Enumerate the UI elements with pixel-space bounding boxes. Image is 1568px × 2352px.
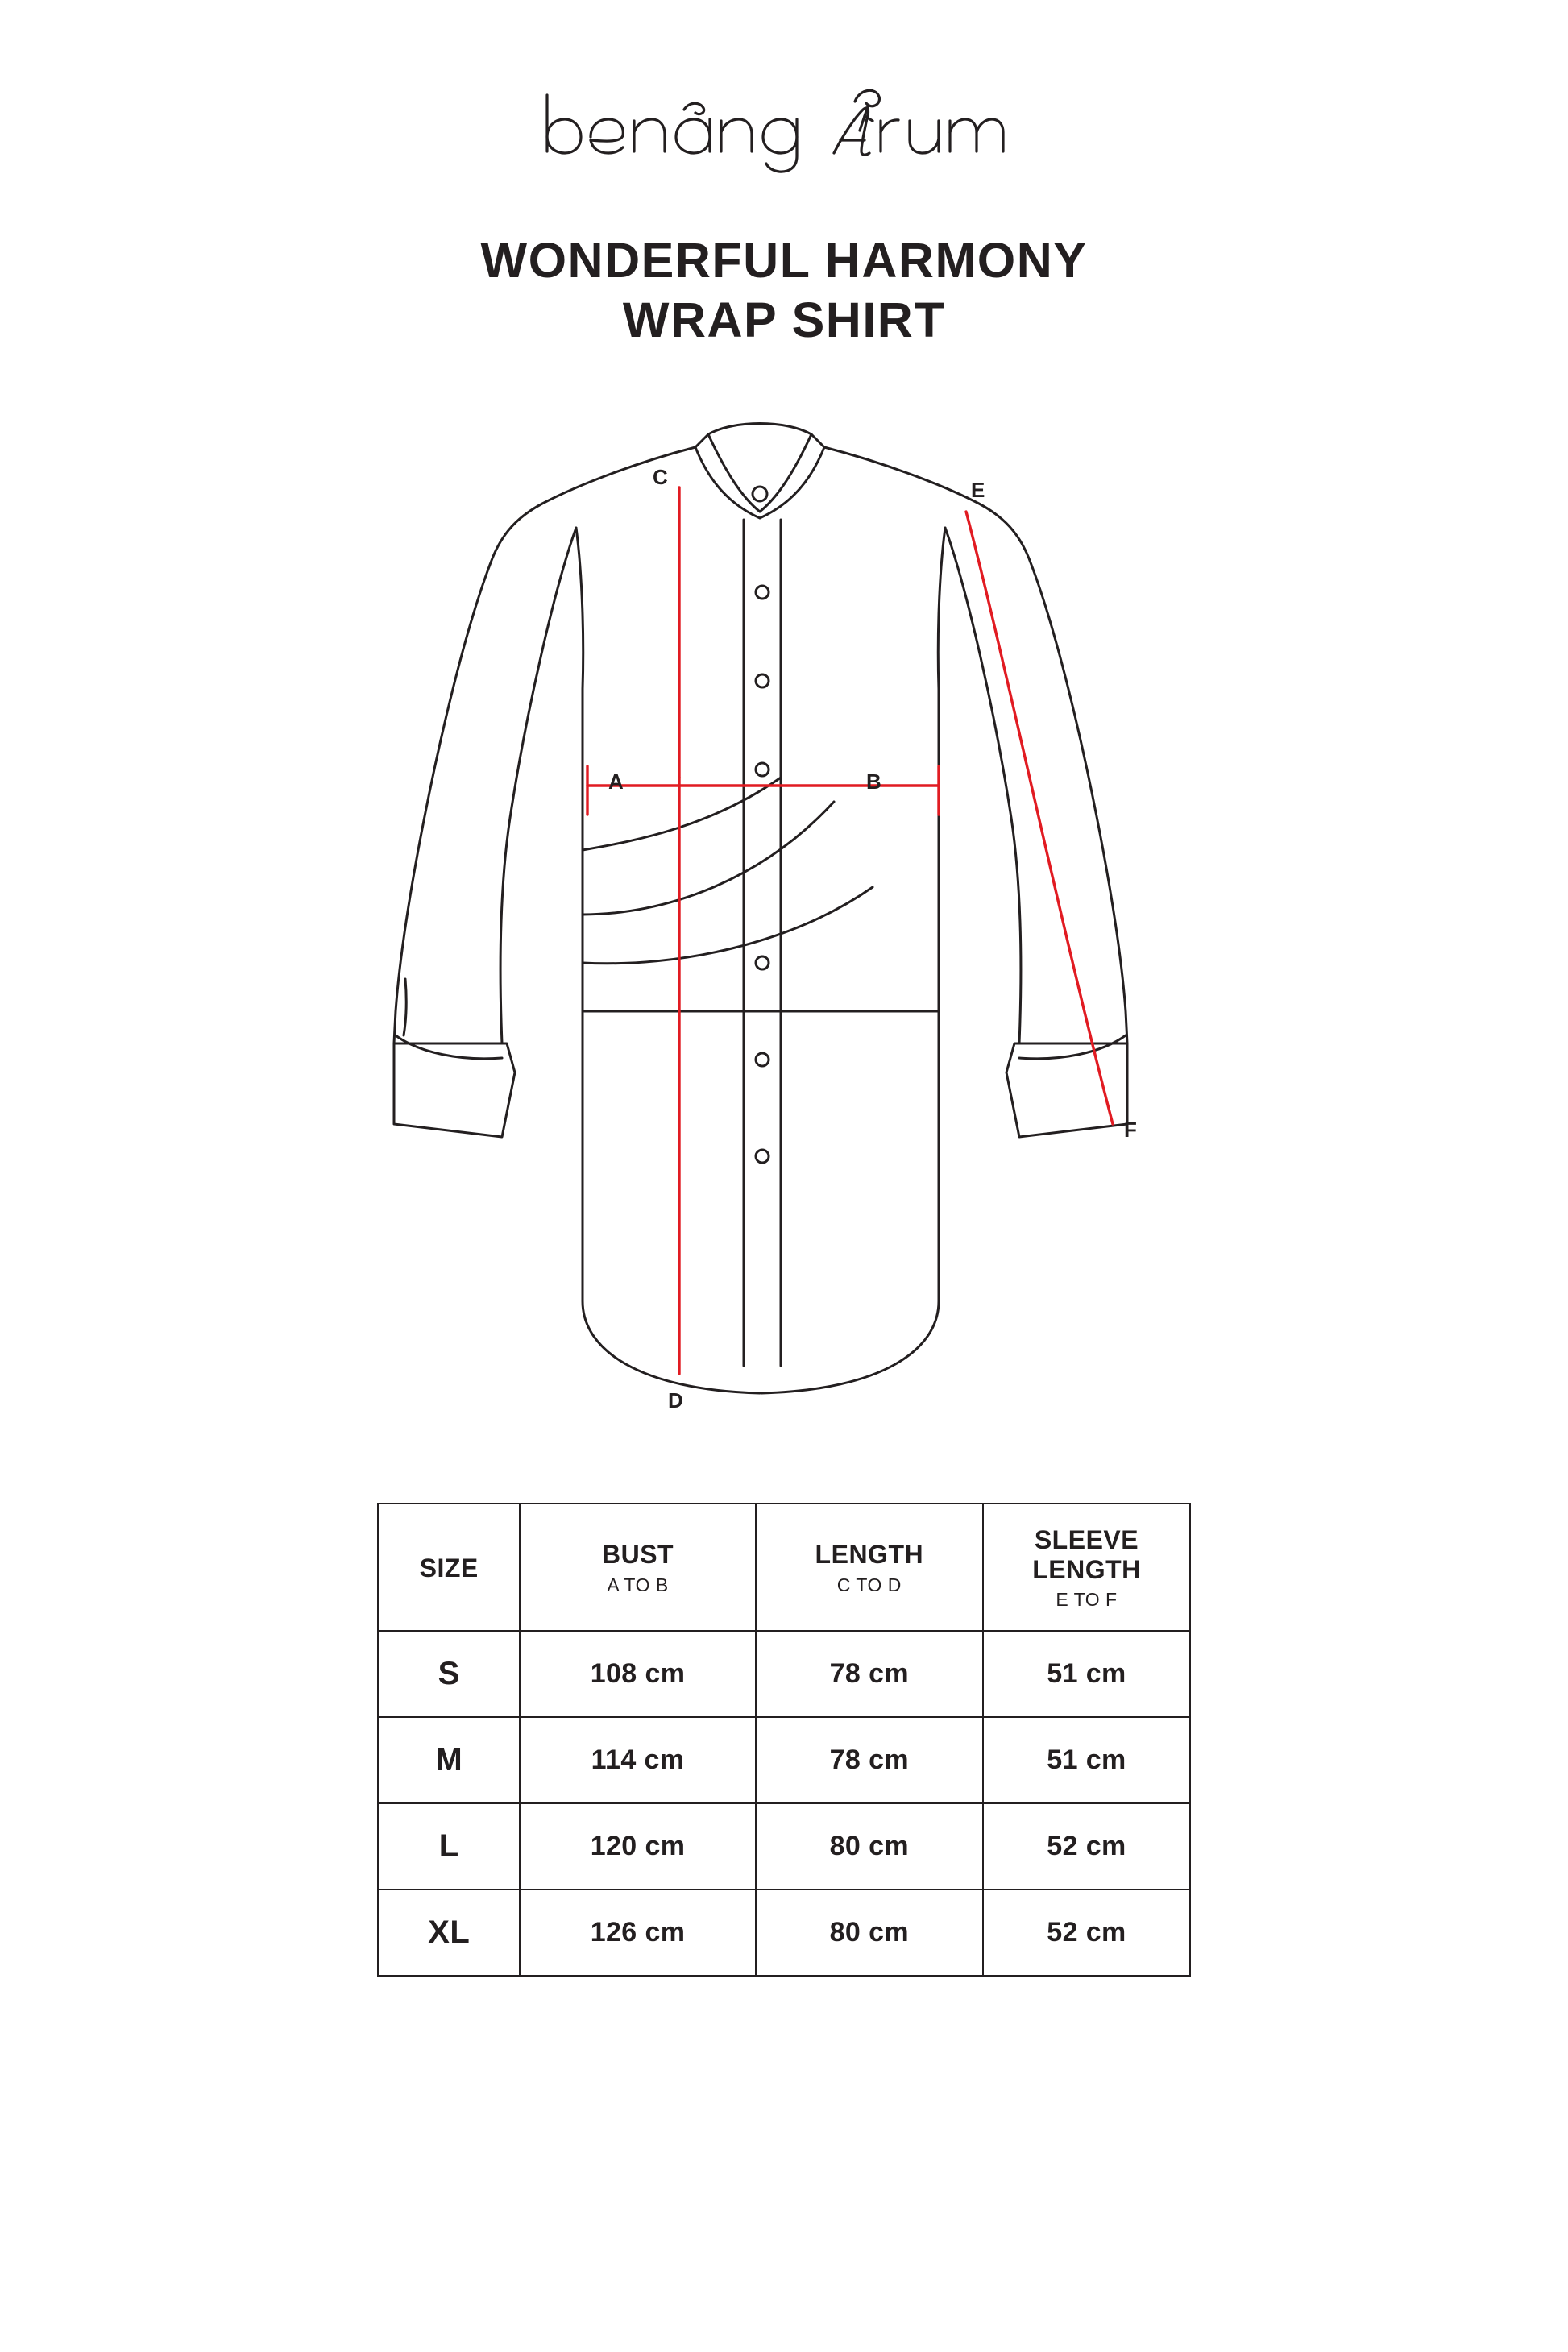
- size-table: [377, 1503, 1191, 1977]
- cell-bust: 114 cm: [520, 1717, 755, 1803]
- header-bust-main: BUST: [601, 1540, 674, 1570]
- cell-bust: 126 cm: [520, 1889, 755, 1976]
- shirt-diagram: [260, 399, 1308, 1471]
- cell-size: L: [378, 1803, 520, 1889]
- header-length-main: LENGTH: [815, 1540, 924, 1570]
- title-line-1: WONDERFUL HARMONY: [480, 233, 1088, 288]
- cell-size: S: [378, 1631, 520, 1717]
- cell-length: 80 cm: [756, 1803, 983, 1889]
- size-table-head: [378, 1504, 1190, 1632]
- label-e: E: [971, 477, 985, 502]
- table-row: [378, 1631, 1190, 1717]
- shirt-measurement-diagram-icon: [260, 399, 1308, 1471]
- table-row: [378, 1889, 1190, 1976]
- brand-logo: [534, 77, 1034, 174]
- cell-bust: 108 cm: [520, 1631, 755, 1717]
- title-line-2: WRAP SHIRT: [622, 292, 946, 348]
- cell-length: 78 cm: [756, 1631, 983, 1717]
- label-f: F: [1124, 1117, 1137, 1142]
- cell-sleeve: 51 cm: [983, 1717, 1190, 1803]
- brand-logo-icon: [534, 77, 1034, 174]
- size-table-container: [377, 1503, 1191, 1977]
- header-size: [378, 1504, 520, 1632]
- cell-bust: 120 cm: [520, 1803, 755, 1889]
- cell-size: XL: [378, 1889, 520, 1976]
- header-sleeve-main: SLEEVE LENGTH: [1032, 1524, 1141, 1584]
- table-header-row: [378, 1504, 1190, 1632]
- header-bust-sub: A TO B: [607, 1574, 669, 1595]
- header-length-sub: C TO D: [836, 1574, 902, 1595]
- cell-length: 80 cm: [756, 1889, 983, 1976]
- cell-length: 78 cm: [756, 1717, 983, 1803]
- header-length: [756, 1504, 983, 1632]
- header-sleeve: [983, 1504, 1190, 1632]
- cell-sleeve: 51 cm: [983, 1631, 1190, 1717]
- page-title: [481, 230, 1088, 351]
- header-sleeve-sub: E TO F: [1056, 1589, 1118, 1611]
- label-c: C: [653, 464, 668, 489]
- header-bust: [520, 1504, 755, 1632]
- size-table-body: [378, 1631, 1190, 1976]
- label-a: A: [608, 769, 624, 794]
- cell-sleeve: 52 cm: [983, 1889, 1190, 1976]
- label-b: B: [866, 769, 881, 794]
- header-size-main: SIZE: [419, 1553, 479, 1583]
- table-row: [378, 1803, 1190, 1889]
- label-d: D: [668, 1388, 683, 1412]
- cell-size: M: [378, 1717, 520, 1803]
- table-row: [378, 1717, 1190, 1803]
- cell-sleeve: 52 cm: [983, 1803, 1190, 1889]
